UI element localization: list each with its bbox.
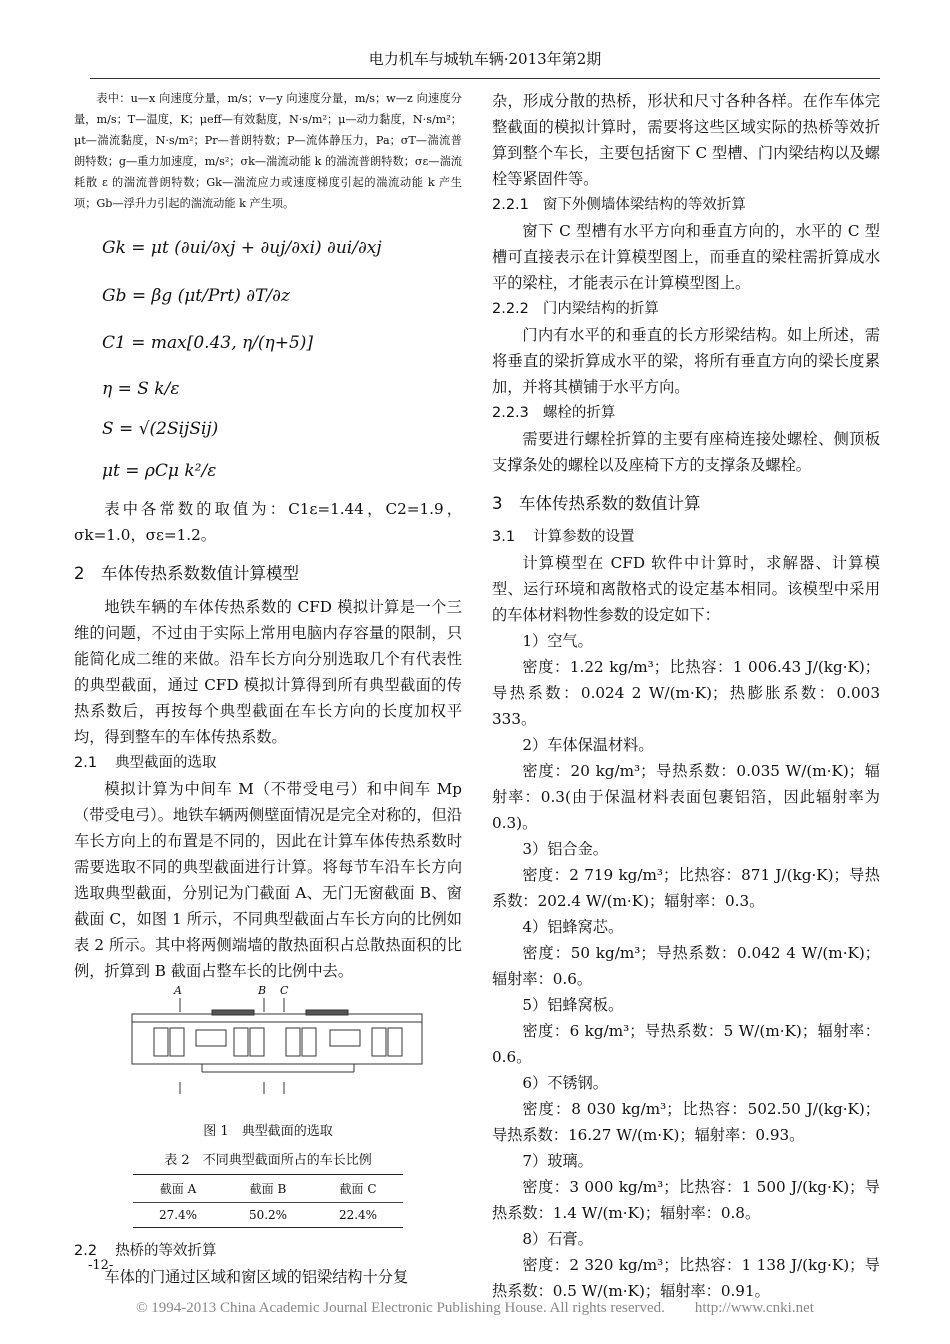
- material-name: 1）空气。: [522, 632, 593, 650]
- equation-eta: η = S k/ε: [102, 379, 180, 399]
- door: [154, 1028, 168, 1056]
- table-cell: 22.4%: [313, 1203, 403, 1228]
- table-cell: 50.2%: [223, 1203, 313, 1228]
- table-2: [133, 1174, 403, 1228]
- section-3-heading: 3 车体传热系数的数值计算: [492, 494, 701, 513]
- section-title: 典型截面的选取: [115, 755, 217, 771]
- material-props: 密度：2 320 kg/m³；比热容：1 138 J/(kg·K)；导热系数：0.5 W/(m·K)；辐射率：0.91。: [492, 1256, 880, 1300]
- door: [372, 1028, 386, 1056]
- table-header: 截面 C: [313, 1175, 403, 1203]
- figure-caption: 图 1 典型截面的选取: [203, 1124, 333, 1139]
- continued-paragraph: 杂，形成分散的热桥，形状和尺寸各种各样。在作车体完整截面的模拟计算时，需要将这些区域实际的热桥等效折算到整个车长，主要包括窗下 C 型槽、门内梁结构以及螺栓等紧固件等。: [492, 92, 880, 188]
- material-props: 密度：2 719 kg/m³；比热容：871 J/(kg·K)；导热系数：202.4 W/(m·K)；辐射率：0.3。: [492, 866, 880, 910]
- section-2-2-paragraph: 车体的门通过区域和窗区域的铝梁结构十分复: [104, 1268, 409, 1286]
- material-name: 6）不锈钢。: [522, 1074, 608, 1092]
- header-rule: [90, 78, 880, 79]
- car-section-diagram: [74, 990, 462, 1100]
- material-props: 密度：1.22 kg/m³；比热容：1 006.43 J/(kg·K)；导热系数：0.024 2 W/(m·K)；热膨胀系数：0.003 333。: [492, 658, 880, 728]
- table-header-row: [133, 1175, 403, 1203]
- page-number: -12-: [88, 1258, 114, 1273]
- door: [234, 1028, 248, 1056]
- material-name: 4）铝蜂窝芯。: [522, 918, 624, 936]
- constants-paragraph: 表中各常数的取值为：C1ε=1.44，C2=1.9，σk=1.0，σε=1.2。: [74, 500, 462, 544]
- label-b: B: [258, 984, 267, 997]
- roof-equipment: [306, 1010, 348, 1015]
- section-2-2-2-paragraph: 门内有水平的和垂直的长方形梁结构。如上所述，需将垂直的梁折算成水平的梁，将所有垂直方向的梁长度累加，并将其横铺于水平方向。: [492, 326, 880, 396]
- section-2-2-heading: [74, 1238, 462, 1264]
- section-3-1-heading: [492, 524, 880, 550]
- section-2-heading: 2 车体传热系数数值计算模型: [74, 564, 299, 583]
- material-name: 7）玻璃。: [522, 1152, 593, 1170]
- right-column: [492, 88, 880, 1304]
- equation-gb: Gb = βg (μt/Prt) ∂T/∂z: [102, 286, 290, 306]
- equation-c1: C1 = max[0.43, η/(η+5)]: [102, 333, 314, 353]
- label-a: A: [174, 984, 182, 997]
- section-2-2-3-paragraph: 需要进行螺栓折算的主要有座椅连接处螺栓、侧顶板支撑条处的螺栓以及座椅下方的支撑条及螺栓。: [492, 430, 880, 474]
- roof-equipment: [212, 1010, 254, 1015]
- table-row: [133, 1203, 403, 1228]
- equation-gk: Gk = μt (∂ui/∂xj + ∂uj/∂xi) ∂ui/∂xj: [102, 238, 382, 258]
- section-2-paragraph: 地铁车辆的车体传热系数的 CFD 模拟计算是一个三维的问题，不过由于实际上常用电脑内存容量的限制，只能简化成二维的来做。沿车长方向分别选取几个有代表性的典型截面，通过 CFD 模拟计算得到所有典型截面的传热系数后，再按每个典型截面在车长方向的长度加权平均，得到整车的车体传热系数。: [74, 598, 462, 746]
- section-2-2-1-paragraph: 窗下 C 型槽有水平方向和垂直方向的，水平的 C 型槽可直接表示在计算模型图上，而垂直的梁柱需折算成水平的梁柱，才能表示在计算模型图上。: [492, 222, 880, 292]
- section-2-1-paragraph: 模拟计算为中间车 M（不带受电弓）和中间车 Mp（带受电弓）。地铁车辆两侧壁面情况是完全对称的，但沿车长方向上的布置是不同的，因此在计算车体传热系数时需要选取不同的典型截面进行计算。将每节车沿车长方向选取典型截面，分别记为门截面 A、无门无窗截面 B、窗截面 C，如图 1 所示，不同典型截面占车长方向的比例如表 2 所示。其中将两侧端墙的散热面积占总散热面积的比例，折算到 B 截面占整车长的比例中去。: [74, 780, 462, 980]
- door: [388, 1028, 402, 1056]
- material-name: 2）车体保温材料。: [522, 736, 654, 754]
- table-cell: 27.4%: [133, 1203, 223, 1228]
- material-props: 密度：3 000 kg/m³；比热容：1 500 J/(kg·K)；导热系数：1.4 W/(m·K)；辐射率：0.8。: [492, 1178, 880, 1222]
- roof-rim: [132, 1014, 422, 1022]
- material-props: 密度：6 kg/m³；导热系数：5 W/(m·K)；辐射率：0.6。: [492, 1022, 880, 1066]
- section-title: 计算参数的设置: [533, 529, 635, 545]
- section-number: 2.2.2: [492, 301, 529, 317]
- section-title: 门内梁结构的折算: [542, 301, 659, 317]
- symbol-legend: 表中：u—x 向速度分量，m/s；v—y 向速度分量，m/s；w—z 向速度分量，m/s；T—温度，K；μeff—有效黏度，N·s/m²；μ—动力黏度，N·s/m²；μt—湍流黏度，N·s/m²；Pr—普朗特数；P—流体静压力，Pa；σT—湍流普朗特数；g—重力加速度，m/s²；σk—湍流动能 k 的湍流普朗特数；σε—湍流耗散 ε 的湍流普朗特数；Gk—湍流应力或速度梯度引起的湍流动能 k 产生项；Gb—浮升力引起的湍流动能 k 产生项。: [74, 92, 462, 210]
- equation-block: [74, 222, 462, 494]
- material-props: 密度：50 kg/m³；导热系数：0.042 4 W/(m·K)；辐射率：0.6。: [492, 944, 880, 988]
- material-props: 密度：8 030 kg/m³；比热容：502.50 J/(kg·K)；导热系数：16.27 W/(m·K)；辐射率：0.93。: [492, 1100, 880, 1144]
- section-2-1-heading: [74, 750, 462, 776]
- material-props: 密度：20 kg/m³；导热系数：0.035 W/(m·K)；辐射率：0.3(由于保温材料表面包裹铝箔，因此辐射率为 0.3)。: [492, 762, 880, 832]
- section-number: 2.1: [74, 755, 98, 771]
- door: [250, 1028, 264, 1056]
- table-header: 截面 B: [223, 1175, 313, 1203]
- section-title: 窗下外侧墙体梁结构的等效折算: [542, 197, 746, 213]
- section-number: 3.1: [492, 529, 516, 545]
- material-name: 5）铝蜂窝板。: [522, 996, 624, 1014]
- section-2-2-3-heading: [492, 400, 880, 426]
- figure-1: [74, 984, 462, 1118]
- section-2-2-1-heading: [492, 192, 880, 218]
- section-title: 螺栓的折算: [542, 405, 616, 421]
- material-name: 3）铝合金。: [522, 840, 608, 858]
- table-header: 截面 A: [133, 1175, 223, 1203]
- door: [302, 1028, 316, 1056]
- materials-list: [492, 628, 880, 1304]
- running-header: 电力机车与城轨车辆·2013年第2期: [368, 50, 602, 68]
- label-c: C: [280, 984, 289, 997]
- material-name: 8）石膏。: [522, 1230, 593, 1248]
- section-3-1-paragraph: 计算模型在 CFD 软件中计算时，求解器、计算模型、运行环境和离散格式的设定基本相同。该模型中采用的车体材料物性参数的设定如下：: [492, 554, 880, 624]
- window: [330, 1030, 360, 1046]
- section-title: 热桥的等效折算: [115, 1243, 217, 1259]
- section-number: 2.2.1: [492, 197, 529, 213]
- door: [286, 1028, 300, 1056]
- window: [196, 1030, 226, 1046]
- door: [170, 1028, 184, 1056]
- equation-mut: μt = ρCμ k²/ε: [102, 461, 217, 481]
- section-number: 2.2.3: [492, 405, 529, 421]
- table-caption: 表 2 不同典型截面所占的车长比例: [164, 1153, 372, 1168]
- section-2-2-2-heading: [492, 296, 880, 322]
- copyright-footer: © 1994-2013 China Academic Journal Electronic Publishing House. All rights reserved. http://www.cnki.net: [136, 1300, 814, 1316]
- equation-s: S = √(2SijSij): [102, 419, 219, 439]
- section-number: 2.2: [74, 1243, 98, 1259]
- left-column: [74, 88, 462, 1290]
